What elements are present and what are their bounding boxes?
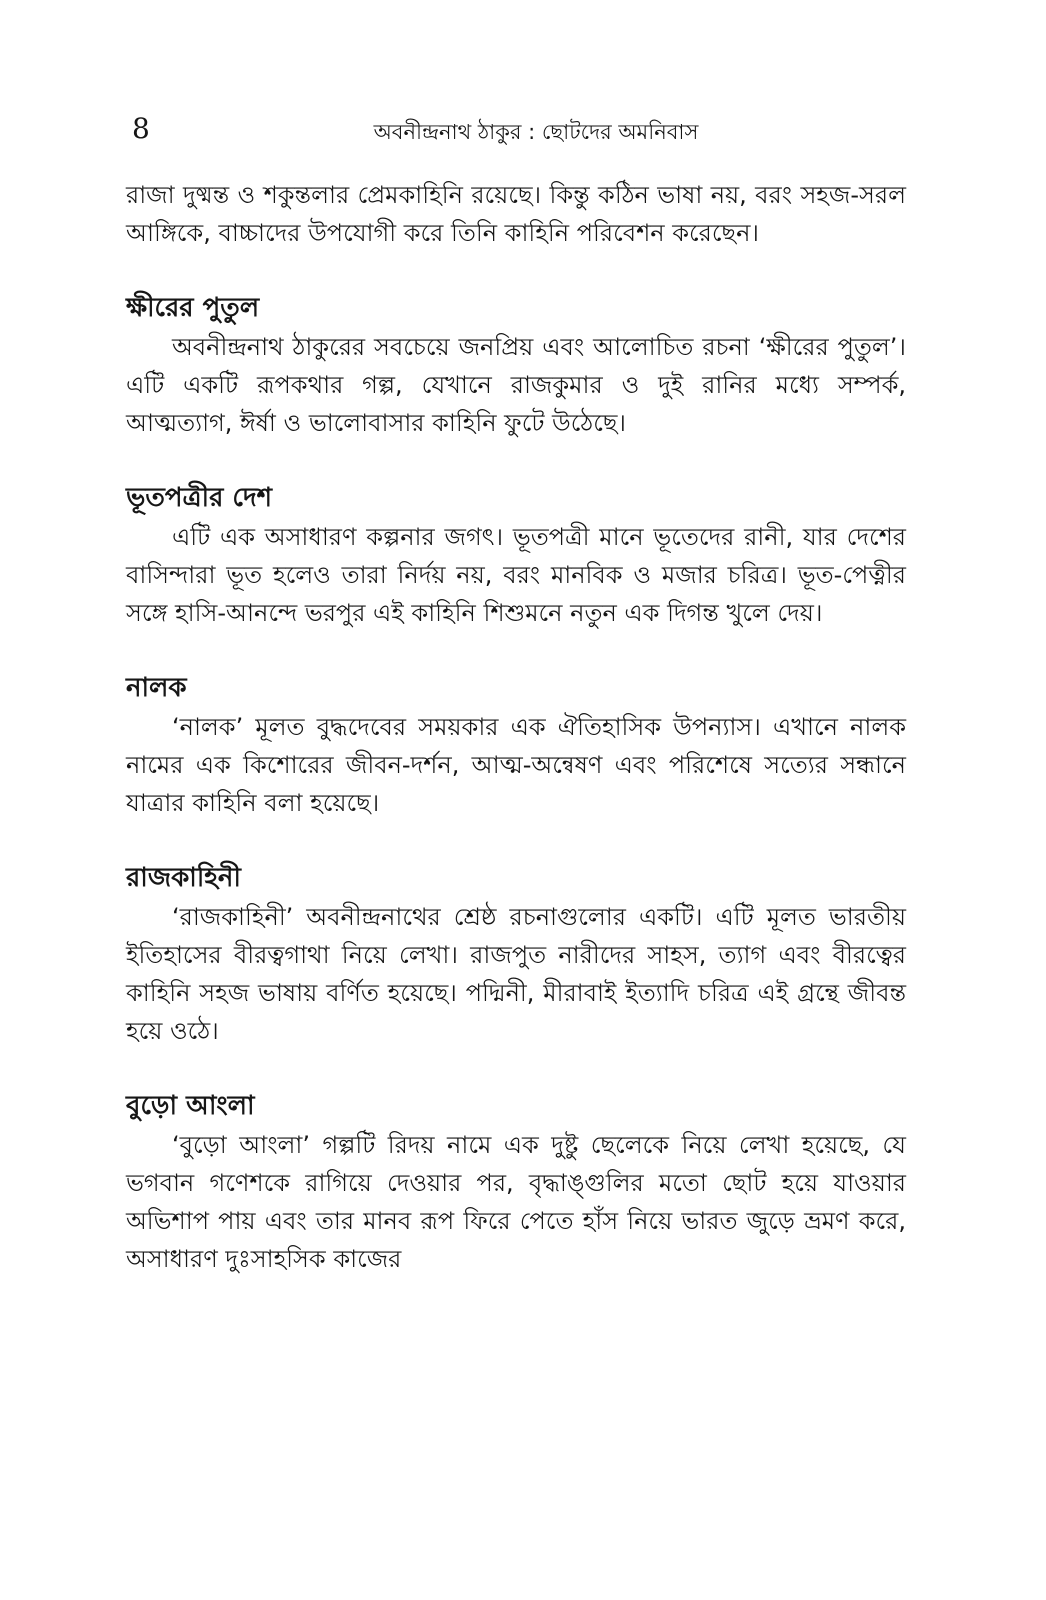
section-bhutpatrir-desh [126, 480, 906, 632]
section-paragraph: এটি এক অসাধারণ কল্পনার জগৎ। ভূতপত্রী মানে ভূতেদের রানী, যার দেশের বাসিন্দারা ভূত হলেও তারা নির্দয় নয়, বরং মানবিক ও মজার চরিত্র। ভূত-পেত্নীর সঙ্গে হাসি-আনন্দে ভরপুর এই কাহিনি শিশুমনে নতুন এক দিগন্ত খুলে দেয়। [126, 523, 906, 627]
section-paragraph: অবনীন্দ্রনাথ ঠাকুরের সবচেয়ে জনপ্রিয় এবং আলোচিত রচনা ‘ক্ষীরের পুতুল’। এটি একটি রূপকথার গল্প, যেখানে রাজকুমার ও দুই রানির মধ্যে সম্পর্ক, আত্মত্যাগ, ঈর্ষা ও ভালোবাসার কাহিনি ফুটে উঠেছে। [126, 333, 906, 437]
section-khirer-putul [126, 290, 906, 442]
section-heading: নালক [126, 673, 187, 703]
section-paragraph: ‘বুড়ো আংলা’ গল্পটি রিদয় নামে এক দুষ্টু ছেলেকে নিয়ে লেখা হয়েছে, যে ভগবান গণেশকে রাগিয়ে দেওয়ার পর, বৃদ্ধাঙ্গুলির মতো ছোট হয়ে যাওয়ার অভিশাপ পায় এবং তার মানব রূপ ফিরে পেতে হাঁস নিয়ে ভারত জুড়ে ভ্রমণ করে, অসাধারণ দুঃসাহসিক কাজের [126, 1131, 906, 1273]
running-title: অবনীন্দ্রনাথ ঠাকুর : ছোটদের অমনিবাস [373, 120, 699, 144]
page-number: 8 [132, 112, 150, 145]
section-rajkahini [126, 860, 906, 1050]
lead-section [126, 176, 906, 252]
page-header [126, 108, 906, 156]
section-heading: ক্ষীরের পুতুল [126, 293, 260, 323]
section-paragraph: ‘রাজকাহিনী’ অবনীন্দ্রনাথের শ্রেষ্ঠ রচনাগুলোর একটি। এটি মূলত ভারতীয় ইতিহাসের বীরত্বগাথা নিয়ে লেখা। রাজপুত নারীদের সাহস, ত্যাগ এবং বীরত্বের কাহিনি সহজ ভাষায় বর্ণিত হয়েছে। পদ্মিনী, মীরাবাই ইত্যাদি চরিত্র এই গ্রন্থে জীবন্ত হয়ে ওঠে। [126, 903, 906, 1045]
section-paragraph: ‘নালক’ মূলত বুদ্ধদেবের সময়কার এক ঐতিহাসিক উপন্যাস। এখানে নালক নামের এক কিশোরের জীবন-দর্শন, আত্ম-অন্বেষণ এবং পরিশেষে সত্যের সন্ধানে যাত্রার কাহিনি বলা হয়েছে। [126, 713, 906, 817]
section-heading: বুড়ো আংলা [126, 1091, 255, 1121]
section-buro-angla [126, 1088, 906, 1278]
section-heading: রাজকাহিনী [126, 863, 241, 893]
section-nalak [126, 670, 906, 822]
lead-paragraph: রাজা দুষ্মন্ত ও শকুন্তলার প্রেমকাহিনি রয়েছে। কিন্তু কঠিন ভাষা নয়, বরং সহজ-সরল আঙ্গিকে, বাচ্চাদের উপযোগী করে তিনি কাহিনি পরিবেশন করেছেন। [126, 181, 906, 247]
section-heading: ভূতপত্রীর দেশ [126, 483, 273, 513]
book-page [126, 108, 906, 1278]
